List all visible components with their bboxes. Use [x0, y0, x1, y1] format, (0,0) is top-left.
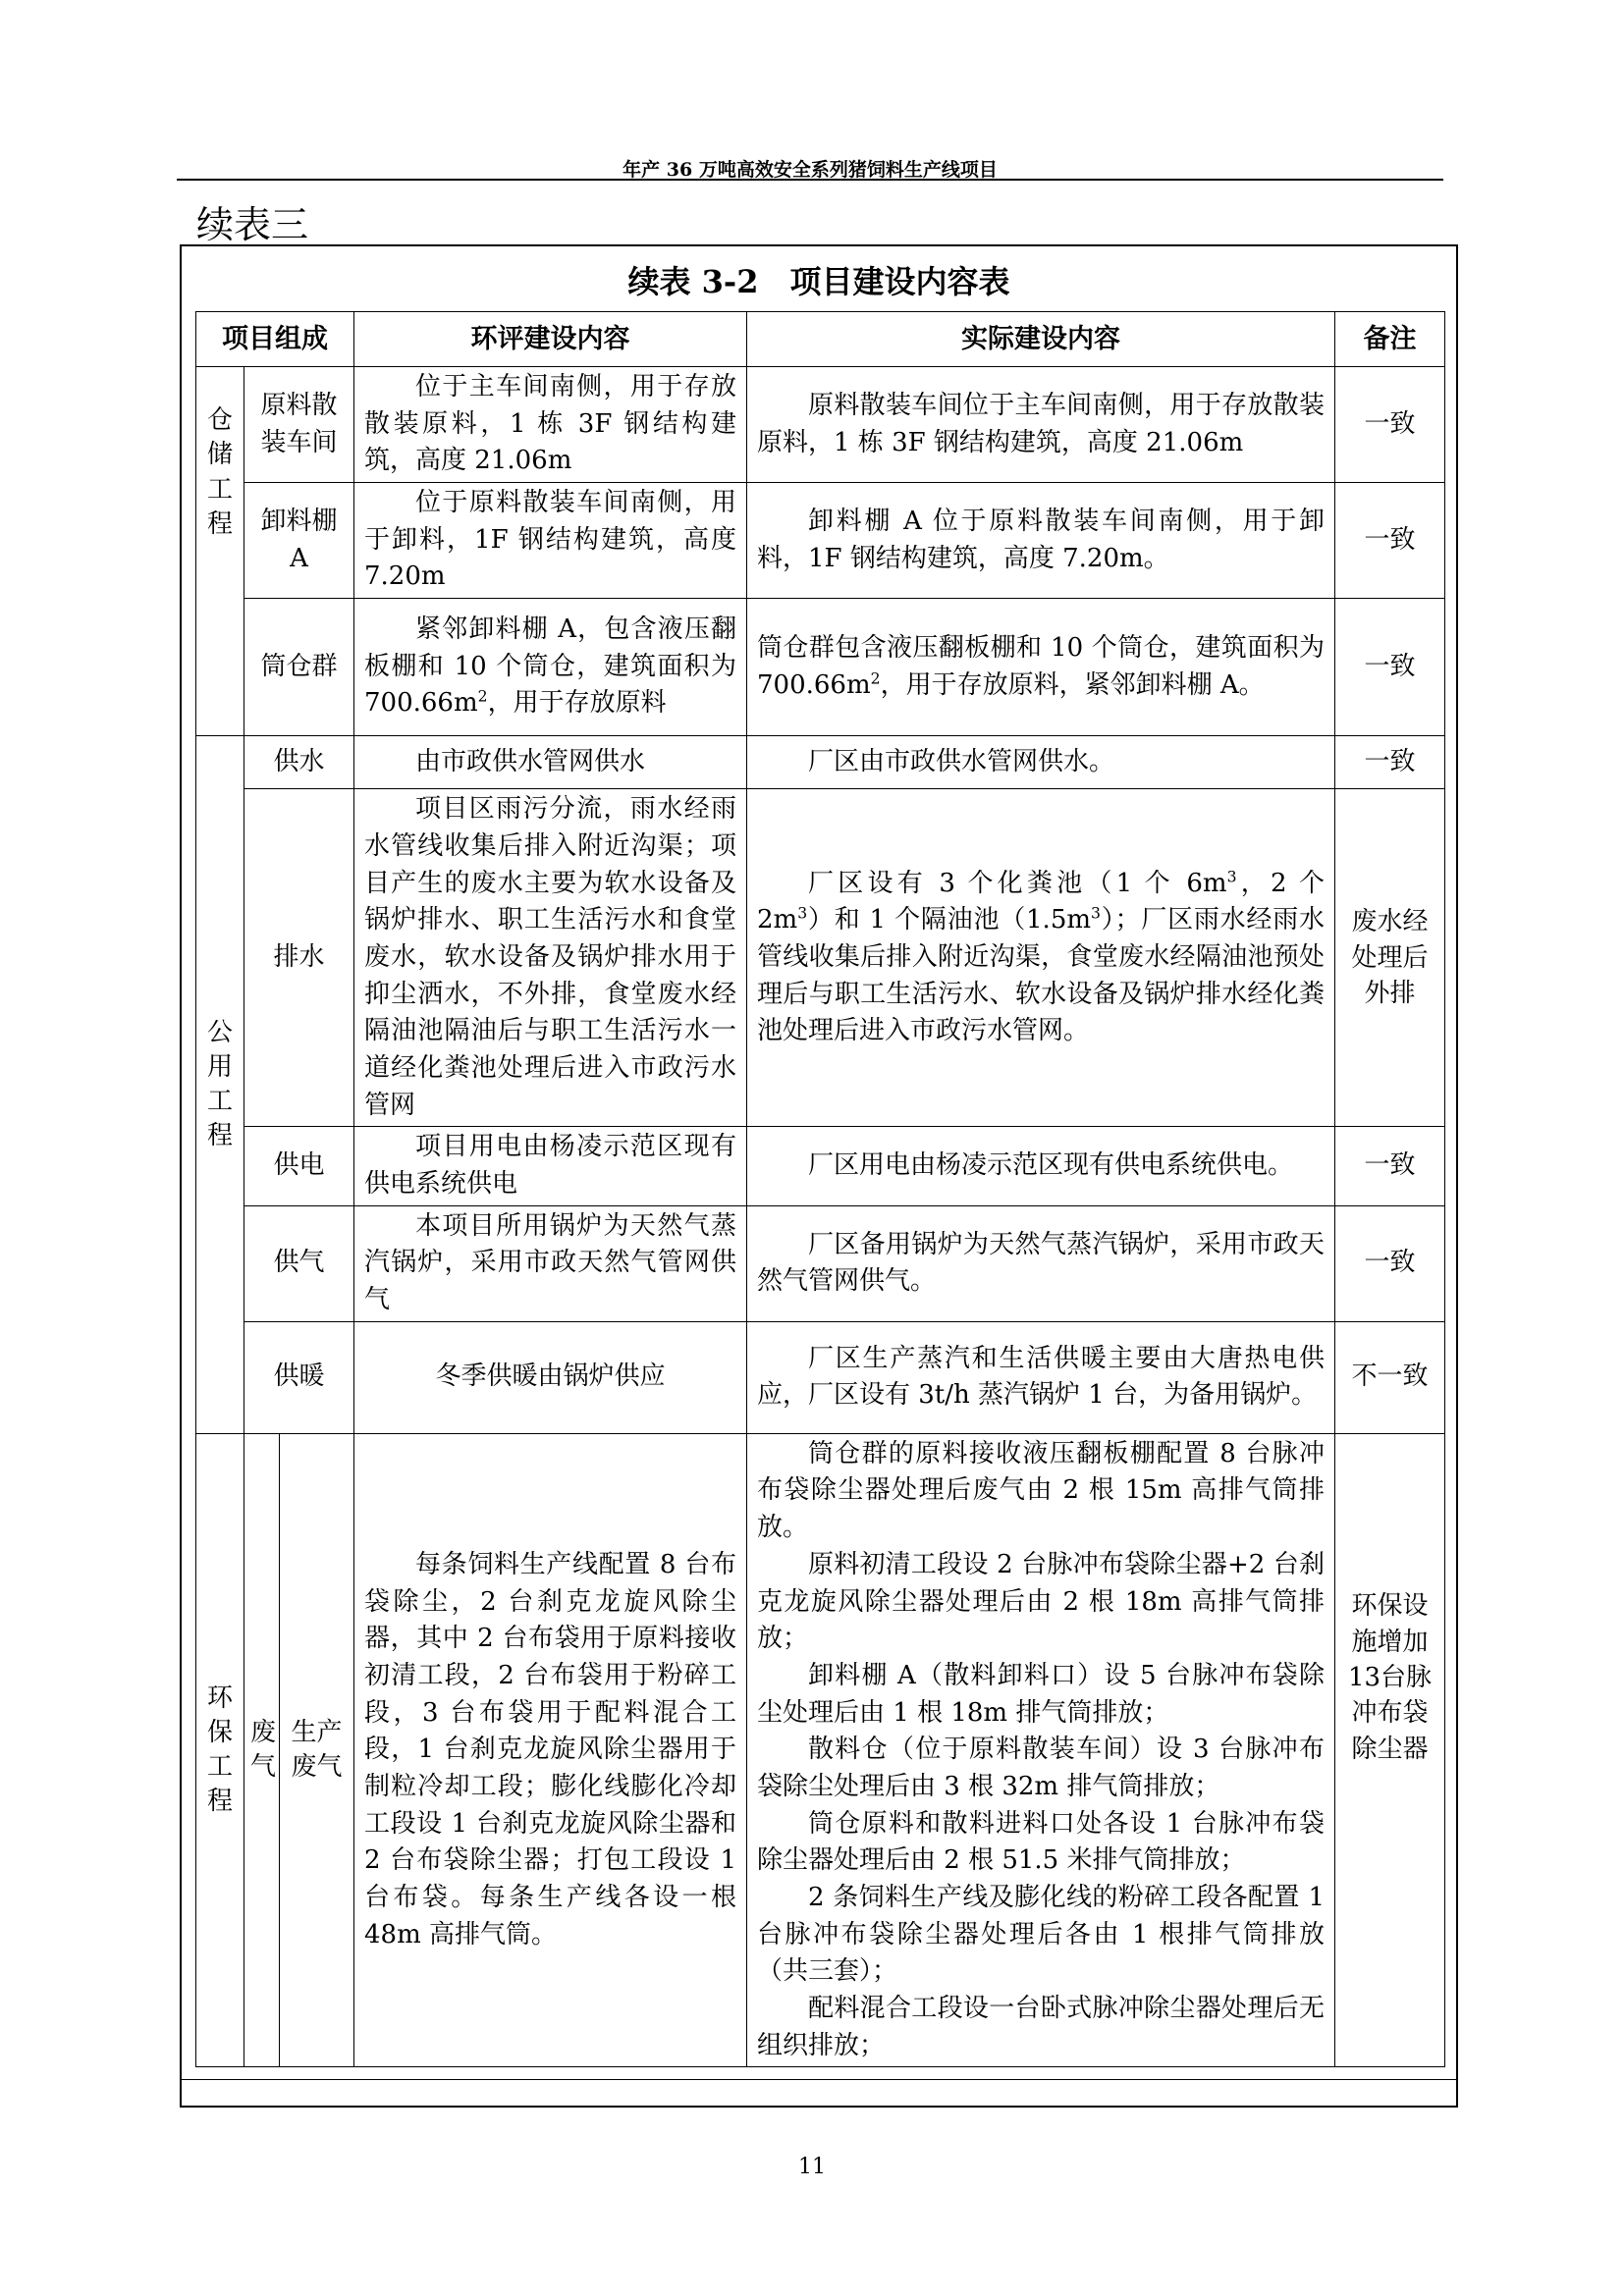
group-env: 环保工程 [196, 1433, 244, 2067]
row-remark: 一致 [1335, 367, 1445, 483]
row-remark: 环保设施增加13台脉冲布袋除尘器 [1335, 1433, 1445, 2067]
row-item: 卸料棚A [244, 483, 354, 599]
table-row [196, 1127, 1445, 1205]
row-item: 原料散装车间 [244, 367, 354, 483]
row-actual: 厂区生产蒸汽和生活供暖主要由大唐热电供应，厂区设有 3t/h 蒸汽锅炉 1 台，为备用锅炉。 [747, 1321, 1335, 1433]
table-row [196, 483, 1445, 599]
row-eia: 项目区雨污分流，雨水经雨水管线收集后排入附近沟渠；项目产生的废水主要为软水设备及锅炉排水、职工生活污水和食堂废水，软水设备及锅炉排水用于抑尘洒水，不外排，食堂废水经隔油池隔油后与职工生活污水一道经化粪池处理后进入市政污水管网 [354, 789, 747, 1127]
header-rule [177, 179, 1443, 181]
row-actual: 厂区用电由杨凌示范区现有供电系统供电。 [747, 1127, 1335, 1205]
actual-text: 厂区设有 3 个化粪池（1 个 6m [808, 868, 1227, 898]
actual-paragraph: 筒仓原料和散料进料口处各设 1 台脉冲布袋除尘器处理后由 2 根 51.5 米排气筒排放； [757, 1808, 1325, 1876]
header-component: 项目组成 [196, 312, 354, 367]
actual-text-end: ，用于存放原料，紧邻卸料棚 A。 [880, 669, 1265, 700]
row-actual: 厂区备用锅炉为天然气蒸汽锅炉，采用市政天然气管网供气。 [747, 1205, 1335, 1321]
row-remark: 一致 [1335, 483, 1445, 599]
row-actual [747, 789, 1335, 1127]
row-item: 排水 [244, 789, 354, 1127]
row-eia: 项目用电由杨凌示范区现有供电系统供电 [354, 1127, 747, 1205]
eia-text-end: ，用于存放原料 [487, 688, 667, 719]
document-header-title: 年产 36 万吨高效安全系列猪饲料生产线项目 [623, 159, 998, 181]
row-item: 供水 [244, 736, 354, 789]
row-eia: 本项目所用锅炉为天然气蒸汽锅炉，采用市政天然气管网供气 [354, 1205, 747, 1321]
table-header-row [196, 312, 1445, 367]
row-item: 筒仓群 [244, 599, 354, 736]
actual-text: ，2 个 2m [757, 868, 1325, 935]
table-bottom-rule [182, 2079, 1456, 2080]
group-storage: 仓储工程 [196, 367, 244, 736]
superscript: 3 [797, 904, 808, 923]
project-content-table [195, 311, 1445, 2067]
table-row [196, 736, 1445, 789]
actual-paragraph: 散料仓（位于原料散装车间）设 3 台脉冲布袋除尘处理后由 3 根 32m 排气筒排放； [757, 1735, 1325, 1801]
row-remark: 废水经处理后外排 [1335, 789, 1445, 1127]
superscript: 2 [477, 687, 488, 706]
table-row [196, 599, 1445, 736]
page-number: 11 [798, 2155, 826, 2179]
actual-paragraph: 卸料棚 A（散料卸料口）设 5 台脉冲布袋除尘处理后由 1 根 18m 排气筒排放； [757, 1660, 1325, 1728]
row-item: 供暖 [244, 1321, 354, 1433]
table-row [196, 1205, 1445, 1321]
row-actual: 卸料棚 A 位于原料散装车间南侧，用于卸料，1F 钢结构建筑，高度 7.20m。 [747, 483, 1335, 599]
row-actual: 厂区由市政供水管网供水。 [747, 736, 1335, 789]
row-actual [747, 1433, 1335, 2067]
actual-text: ）；厂区雨水经雨水管线收集后排入附近沟渠，食堂废水经隔油池预处理后与职工生活污水、软水设备及锅炉排水经化粪池处理后进入市政污水管网。 [757, 905, 1325, 1046]
actual-text: ）和 1 个隔油池（1.5m [807, 905, 1092, 935]
row-eia: 冬季供暖由锅炉供应 [354, 1321, 747, 1433]
table-title: 续表 3-2 项目建设内容表 [627, 263, 1010, 300]
row-eia: 位于原料散装车间南侧，用于卸料，1F 钢结构建筑，高度 7.20m [354, 483, 747, 599]
actual-paragraph: 筒仓群的原料接收液压翻板棚配置 8 台脉冲布袋除尘器处理后废气由 2 根 15m 高排气筒排放。 [757, 1438, 1325, 1543]
row-remark: 一致 [1335, 1205, 1445, 1321]
section-title: 续表三 [196, 203, 309, 246]
row-eia: 每条饲料生产线配置 8 台布袋除尘，2 台刹克龙旋风除尘器，其中 2 台布袋用于原料接收初清工段，2 台布袋用于粉碎工段，3 台布袋用于配料混合工段，1 台刹克龙旋风除尘器用于制粒冷却工段；膨化线膨化冷却工段设 1 台刹克龙旋风除尘器和 2 台布袋除尘器；打包工段设 1 台布袋。每条生产线各设一根 48m 高排气筒。 [354, 1433, 747, 2067]
superscript: 3 [1091, 904, 1101, 923]
row-item: 供电 [244, 1127, 354, 1205]
table-row [196, 367, 1445, 483]
row-remark: 不一致 [1335, 1321, 1445, 1433]
row-actual [747, 599, 1335, 736]
group-utility: 公用工程 [196, 736, 244, 1434]
header-actual: 实际建设内容 [747, 312, 1335, 367]
row-remark: 一致 [1335, 736, 1445, 789]
row-remark: 一致 [1335, 1127, 1445, 1205]
table-row [196, 1433, 1445, 2067]
header-eia: 环评建设内容 [354, 312, 747, 367]
row-eia [354, 599, 747, 736]
superscript: 3 [1226, 867, 1237, 885]
actual-paragraph: 配料混合工段设一台卧式脉冲除尘器处理后无组织排放； [757, 1994, 1325, 2060]
eia-text: 紧邻卸料棚 A，包含液压翻板棚和 10 个筒仓，建筑面积为 700.66m [364, 614, 736, 719]
table-row [196, 1321, 1445, 1433]
actual-paragraph: 2 条饲料生产线及膨化线的粉碎工段各配置 1 台脉冲布袋除尘器处理后各由 1 根排气筒排放（共三套）； [757, 1883, 1325, 1987]
row-eia: 由市政供水管网供水 [354, 736, 747, 789]
actual-text: 筒仓群包含液压翻板棚和 10 个筒仓，建筑面积为 700.66m [757, 632, 1325, 700]
row-actual: 原料散装车间位于主车间南侧，用于存放散装原料，1 栋 3F 钢结构建筑，高度 21.06m [747, 367, 1335, 483]
group-production-gas: 生产废气 [280, 1433, 354, 2067]
header-remark: 备注 [1335, 312, 1445, 367]
actual-paragraph: 原料初清工段设 2 台脉冲布袋除尘器+2 台刹克龙旋风除尘器处理后由 2 根 18m 高排气筒排放； [757, 1549, 1325, 1654]
row-item: 供气 [244, 1205, 354, 1321]
row-remark: 一致 [1335, 599, 1445, 736]
table-row [196, 789, 1445, 1127]
group-waste-gas: 废气 [244, 1433, 280, 2067]
superscript: 2 [870, 668, 881, 687]
row-eia: 位于主车间南侧，用于存放散装原料，1 栋 3F 钢结构建筑，高度 21.06m [354, 367, 747, 483]
